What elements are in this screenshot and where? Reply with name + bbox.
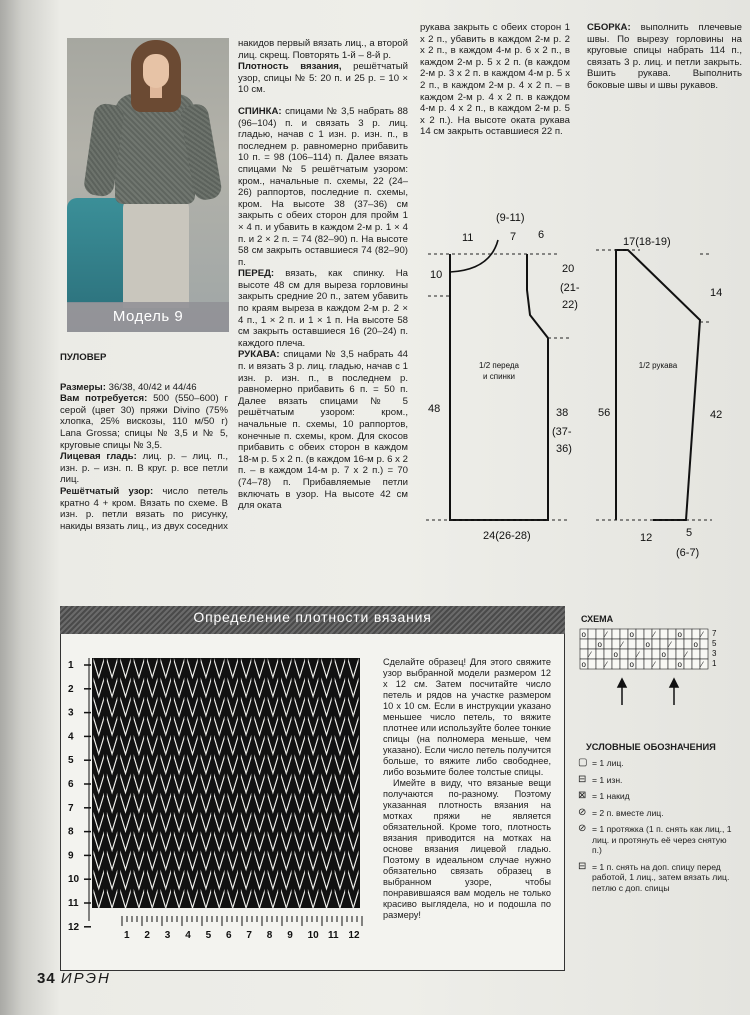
ruler-row-label: 7 — [68, 802, 74, 814]
legend-symbol-icon: ▢ — [578, 757, 588, 768]
legend-item — [578, 791, 738, 802]
chart-cell — [692, 629, 700, 639]
chart-cell — [628, 649, 636, 659]
ruler-col-label: 8 — [266, 930, 273, 941]
ruler-col-label: 10 — [307, 930, 319, 941]
chart-row-number: 5 — [712, 639, 717, 648]
chart-cell — [668, 659, 676, 669]
back-paragraph: СПИНКА: спицами № 3,5 набрать 88 (96–104) п. и связать 3 р. лиц. гладью, начав с 1 изн. р. изн. п., в последнем р. равномерно прибавить 10 п. = 98 (106–114) п. Далее вязать спицами № 5 решётчатым узором: кром., начальные п. схемы, 22 (24–26) раппортов, последние п. схемы, кром. На высоте 38 (37–36) см закрыть с обеих сторон для пройм 1 × 4 п. и убавить в каждом 2-м р. 1 × 4 п. и 2 × 2 п. = 74 (82–90) п. На высоте 58 см закрыть оставшиеся 74 (82–90) п. — [238, 105, 408, 268]
ruler-row-label: 8 — [68, 826, 74, 838]
chart-symbol: o — [693, 640, 698, 649]
body-neckline — [450, 240, 498, 272]
chart-symbol: ∕ — [701, 630, 703, 639]
chart-symbol: o — [661, 650, 666, 659]
chart-symbol: ∕ — [605, 660, 607, 669]
chart-cell — [620, 649, 628, 659]
chart-cell — [684, 639, 692, 649]
ruler-col-label: 11 — [328, 930, 339, 941]
legend-text: = 1 п. снять на доп. спицу перед работой, 1 лиц., затем вязать лиц. петлю с доп. спицы — [592, 861, 730, 893]
chart-symbol: ∕ — [685, 650, 687, 659]
dim-armhole-a: 20 — [562, 263, 575, 275]
chart-symbol: o — [677, 660, 682, 669]
ruler-col-label: 2 — [144, 930, 150, 941]
ruler-col-label: 7 — [246, 930, 252, 941]
chart-cell — [620, 659, 628, 669]
dim-sleeve-bottom-a: 12 — [640, 532, 653, 544]
legend-symbol-icon: ⊘ — [578, 806, 587, 818]
chart-row-numbers — [712, 629, 717, 668]
chart-symbol: ∕ — [653, 630, 655, 639]
chart-symbol: ∕ — [621, 640, 623, 649]
sleeve-label: 1/2 рукава — [638, 361, 678, 370]
legend-list — [578, 758, 738, 899]
dim-top-d: 6 — [538, 229, 545, 241]
legend-text: = 2 п. вместе лиц. — [592, 807, 664, 818]
chart-cell — [636, 659, 644, 669]
chart-grid — [580, 629, 708, 669]
stockinette-paragraph: Лицевая гладь: лиц. р. – лиц. п., изн. р. – изн. п. В круг. р. все петли лиц. — [60, 451, 228, 486]
chart-row-number: 3 — [712, 649, 717, 658]
chart-symbol: o — [581, 630, 586, 639]
chart-cell — [652, 649, 660, 659]
chart-cell — [660, 659, 668, 669]
ruler-row-label: 11 — [68, 898, 79, 909]
chart-cell — [580, 639, 588, 649]
page-number: 34 — [37, 970, 56, 987]
chart-symbol: o — [581, 660, 586, 669]
page-footer — [37, 970, 111, 987]
chart-cell — [700, 639, 708, 649]
chart-cell — [676, 649, 684, 659]
legend-text: = 1 лиц. — [592, 758, 624, 768]
legend-symbol-icon: ⊟ — [578, 860, 587, 872]
dim-side-a: 38 — [556, 407, 569, 419]
chart-cell — [700, 649, 708, 659]
dim-sleeve-bottom-c: (6-7) — [676, 547, 700, 559]
ruler-col-label: 5 — [205, 930, 212, 941]
dim-sleeve-height: 56 — [598, 407, 611, 419]
legend-symbol-icon: ⊟ — [578, 773, 587, 785]
gauge-paragraph: Плотность вязания, решётчатый узор, спицы № 5: 20 п. и 25 р. = 10 × 10 см. — [238, 61, 408, 96]
legend-item — [578, 775, 738, 786]
chart-symbol: ∕ — [637, 650, 639, 659]
sleeve-paragraph: РУКАВА: спицами № 3,5 набрать 44 п. и вязать 3 р. лиц. гладью, начав с 1 изн. р. изн. п., в последнем р. равномерно прибавить 6 п. = 50 п. Далее вязать спицами № 5 решётчатым узором: кром., начальные п. схемы, 10 раппортов, конечные п. схемы, кром. Для скосов прибавить с обеих сторон в каждом 18-м р. 5 x 2 п. (в каждом 16-м р. 6 х 2 п. – в каждом 14-м р. 7 х 2 п.) = 70 (74–78) п. Прибавляемые петли включать в узор. На высоте 42 см для оката — [238, 349, 408, 512]
chart-cell — [644, 629, 652, 639]
chart-cell — [588, 629, 596, 639]
legend-item — [578, 758, 738, 769]
chart-cell — [660, 629, 668, 639]
legend-item — [578, 824, 738, 856]
legend-item — [578, 862, 738, 894]
chart-symbol: o — [613, 650, 618, 659]
repeat-arrows — [618, 679, 678, 705]
gauge-paragraph-2: Имейте в виду, что вязаные вещи получаются по-разному. Поэтому указанная плотность вязания на мотках пряжи не является обязательной. Кроме того, плотность вязания приводится на мотках на основе вязания лицевой гладью. Поэтому в идеальном случае нужно обязательно связать образец в выбранном узоре, чтобы понравившаяся вам модель не только красиво выглядела, но и подошла по размеру! — [383, 778, 551, 920]
sizes-paragraph: Размеры: 36/38, 40/42 и 44/46 — [60, 381, 197, 393]
chart-cell — [612, 659, 620, 669]
chart-symbol: o — [597, 640, 602, 649]
chart-cell — [660, 639, 668, 649]
chart-row-number: 7 — [712, 629, 717, 638]
ruler-col-label: 6 — [226, 930, 232, 941]
chart-cell — [612, 629, 620, 639]
chart-cell — [644, 649, 652, 659]
dim-body-bottom: 24(26-28) — [483, 530, 531, 542]
chart-cell — [628, 639, 636, 649]
front-paragraph: ПЕРЕД: вязать, как спинку. На высоте 48 см для выреза горловины закрыть средние 20 п., затем убавить по краям выреза в каждом 2-м р. 2 × 4 п., 1 × 2 п. и 1 × 1 п. На высоте 58 см закрыть оставшиеся 16 (20–24) п. каждого плеча. — [238, 268, 408, 349]
body-outline — [450, 254, 548, 520]
stitch-ruler — [122, 916, 362, 941]
chart-symbol: ∕ — [669, 640, 671, 649]
legend-symbol-icon: ⊠ — [578, 790, 587, 801]
chart-cell — [636, 639, 644, 649]
ruler-col-label: 9 — [287, 930, 293, 941]
dim-sleeve-side: 42 — [710, 409, 723, 421]
ruler-row-label: 2 — [68, 683, 74, 695]
chart-symbol: ∕ — [653, 660, 655, 669]
chart-cell — [612, 639, 620, 649]
dim-body-height: 48 — [428, 403, 441, 415]
stitch-chart — [578, 627, 728, 707]
chart-cell — [604, 649, 612, 659]
chart-cell — [596, 659, 604, 669]
chart-symbol: o — [629, 660, 634, 669]
row-ruler — [68, 658, 91, 933]
ruler-row-label: 10 — [68, 874, 80, 886]
chart-cell — [588, 639, 596, 649]
materials-paragraph: Вам потребуется: 500 (550–600) г серой (цвет 30) пряжи Divino (75% хлопка, 25% вискозы, 110 м/50 г) Lana Grossa; спицы № 3,5 и № 5, круговые спицы № 3,5. — [60, 393, 228, 451]
chart-cell — [588, 659, 596, 669]
dim-side-c: 36) — [556, 443, 572, 455]
legend-symbol-icon: ⊘ — [578, 823, 587, 834]
ruler-row-label: 3 — [68, 707, 74, 719]
chart-cell — [668, 649, 676, 659]
chart-cell — [636, 629, 644, 639]
ruler-col-label: 12 — [348, 930, 360, 941]
chart-symbol: o — [629, 630, 634, 639]
gauge-text — [383, 657, 551, 921]
assembly-paragraph: СБОРКА: выполнить плечевые швы. По вырезу горловины на круговые спицы набрать 114 п., связать 3 р. лиц. и петли закрыть. Вшить рукава. Выполнить боковые швы и швы рукавов. — [587, 22, 742, 91]
dim-armhole-b: (21- — [560, 282, 580, 294]
sleeve-cap-paragraph: рукава закрыть с обеих сторон 1 х 2 п., убавить в каждом 2-м р. 2 х 2 п., в каждом 4-м р. 6 х 2 п., в каждом 2-м р. 5 х 2 п. (в каждом 2-м р. 3 х 2 п. в каждом 4-м р. 5 х 2 п., в каждом 2-м р. 4 х 2 п. – в каждом 2-м р. 4 х 2 п. в каждом 4-м р. 4 х 2 п., в каждом 2-м р. 5 х 2 п.). На высоте оката рукава 14 см закрыть оставшиеся 22 п. — [420, 22, 570, 138]
dim-neck: 10 — [430, 269, 443, 281]
gauge-swatch — [62, 636, 372, 948]
dim-sleeve-bottom-b: 5 — [686, 527, 693, 539]
ruler-row-label: 9 — [68, 850, 74, 862]
dim-top-c: 7 — [510, 231, 517, 243]
dim-top-a: 11 — [462, 232, 474, 244]
chart-row-number: 1 — [712, 659, 717, 668]
chart-cell — [604, 639, 612, 649]
legend-text: = 1 изн. — [592, 774, 623, 785]
chart-cell — [684, 629, 692, 639]
ruler-col-label: 1 — [124, 930, 130, 941]
chart-cell — [644, 659, 652, 669]
legend-text: = 1 накид — [592, 791, 630, 801]
ruler-row-label: 5 — [68, 755, 74, 767]
legend-title: УСЛОВНЫЕ ОБОЗНАЧЕНИЯ — [586, 742, 716, 752]
dim-sleeve-top: 17(18-19) — [623, 236, 671, 248]
swatch-fabric — [92, 658, 360, 908]
chart-cell — [596, 649, 604, 659]
chart-symbol: o — [677, 630, 682, 639]
mesh-paragraph: Решётчатый узор: число петель кратно 4 + кром. Вязать по схеме. В изн. р. петли вязать по рисунку, накиды вязать лиц., из двух соседних — [60, 485, 229, 532]
magazine-name: ИРЭН — [60, 970, 111, 987]
chart-symbol: ∕ — [701, 660, 703, 669]
legend-item — [578, 808, 738, 819]
ruler-row-label: 12 — [68, 921, 80, 933]
photo-caption: Модель 9 — [67, 302, 229, 332]
chart-cell — [676, 639, 684, 649]
dim-side-b: (37- — [552, 426, 572, 438]
chart-cell — [692, 649, 700, 659]
gauge-paragraph-1: Сделайте образец! Для этого свяжите узор выбранной модели размером 12 х 12 см. Затем посчитайте число петель и рядов на участке размером 10 х 10 см. Если в инструкции указано меньшее число петель, то вяжите плотнее или используйте более тонкие спицы (на полномера меньше, чем указано). Если число петель получится больше, то вяжите либо свободнее, либо возьмите более толстые спицы. — [383, 657, 551, 777]
chart-cell — [580, 649, 588, 659]
dim-top-b: (9-11) — [496, 212, 525, 224]
ruler-row-label: 4 — [68, 731, 74, 743]
chart-cell — [684, 659, 692, 669]
ruler-col-label: 3 — [164, 930, 171, 941]
garment-title: ПУЛОВЕР — [60, 352, 107, 363]
gauge-title: Определение плотности вязания — [193, 609, 432, 625]
body-label-a: 1/2 переда — [479, 361, 519, 370]
dim-armhole-c: 22) — [562, 299, 578, 311]
chart-symbol: o — [645, 640, 650, 649]
intro-paragraph: накидов первый вязать лиц., а второй лиц. скрещ. Повторять 1-й – 8-й р. — [238, 38, 408, 61]
ruler-col-label: 4 — [185, 930, 191, 941]
chart-symbol: ∕ — [589, 650, 591, 659]
sleeve-outline — [616, 250, 700, 520]
chart-cell — [620, 629, 628, 639]
chart-cell — [596, 629, 604, 639]
chart-cell — [668, 629, 676, 639]
body-label-b: и спинки — [483, 372, 515, 381]
chart-cell — [692, 659, 700, 669]
ruler-row-label: 1 — [68, 660, 74, 671]
dim-sleeve-cap: 14 — [710, 287, 723, 299]
legend-text: = 1 протяжка (1 п. снять как лиц., 1 лиц. и протянуть её через снятую п.) — [592, 824, 732, 855]
ruler-row-label: 6 — [68, 779, 74, 790]
chart-symbol: ∕ — [605, 630, 607, 639]
chart-cell — [652, 639, 660, 649]
chart-title: СХЕМА — [581, 614, 614, 624]
